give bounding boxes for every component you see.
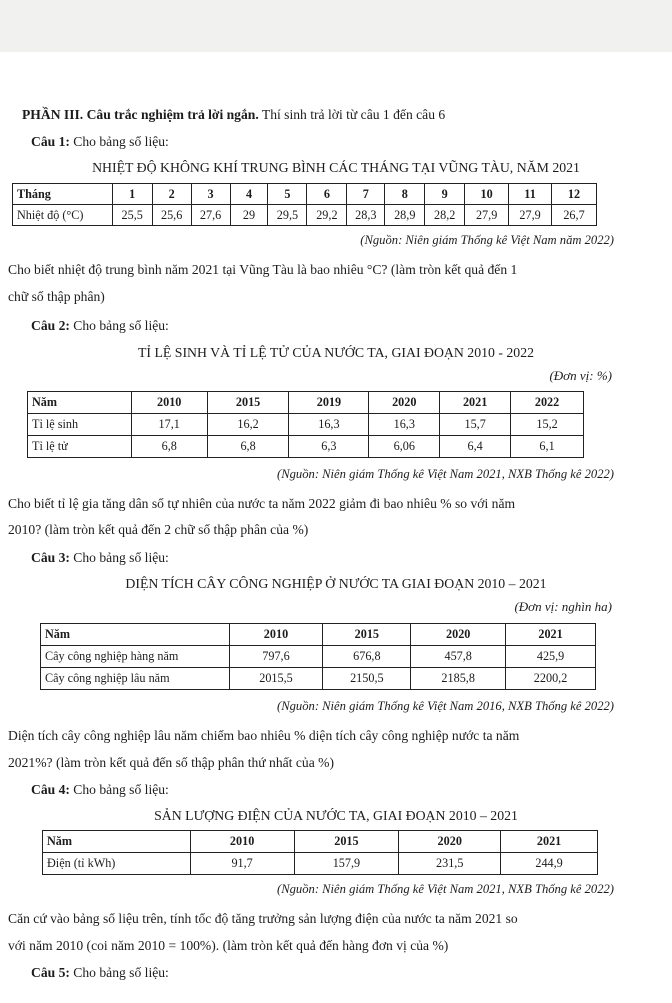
- table-cell: 2150,5: [323, 668, 411, 690]
- table-cell: 15,7: [440, 414, 511, 436]
- q2-question-line2: 2010? (làm tròn kết quả đến 2 chữ số thập phân của %): [8, 522, 309, 537]
- q2-prompt: Cho bảng số liệu:: [69, 318, 169, 333]
- table-header-cell: Tháng: [13, 184, 113, 205]
- q3-question-line1: Diện tích cây công nghiệp lâu năm chiếm bao nhiêu % diện tích cây công nghiệp nước ta năm: [8, 728, 520, 743]
- q3-table-title: DIỆN TÍCH CÂY CÔNG NGHIỆP Ở NƯỚC TA GIAI ĐOẠN 2010 – 2021: [125, 576, 547, 591]
- q4-source: (Nguồn: Niên giám Thống kê Việt Nam 2021, NXB Thống kê 2022): [277, 882, 614, 896]
- table-cell: 157,9: [294, 853, 399, 875]
- table-cell: Cây công nghiệp hàng năm: [41, 646, 230, 668]
- q5-prompt: Cho bảng số liệu:: [69, 965, 169, 980]
- table-header-cell: 2020: [369, 392, 440, 414]
- q4-table-title: SẢN LƯỢNG ĐIỆN CỦA NƯỚC TA, GIAI ĐOẠN 2010 – 2021: [154, 808, 518, 823]
- table-cell: 29,2: [307, 205, 347, 226]
- q1-source: (Nguồn: Niên giám Thống kê Việt Nam năm 2022): [360, 233, 614, 247]
- table-header-cell: Năm: [43, 831, 191, 853]
- table-header-cell: 2: [152, 184, 191, 205]
- table-header-cell: 2015: [323, 624, 411, 646]
- q5-intro: [31, 965, 169, 981]
- table-header-row: [28, 392, 584, 414]
- table-header-row: [41, 624, 596, 646]
- q1-prompt: Cho bảng số liệu:: [69, 134, 169, 149]
- q2-table-title: TỈ LỆ SINH VÀ TỈ LỆ TỬ CỦA NƯỚC TA, GIAI ĐOẠN 2010 - 2022: [138, 345, 534, 360]
- table-header-cell: 2021: [501, 831, 598, 853]
- table-row: [13, 205, 597, 226]
- table-cell: 28,3: [347, 205, 385, 226]
- table-cell: 27,9: [465, 205, 509, 226]
- table-cell: 244,9: [501, 853, 598, 875]
- q4-electricity-table: [42, 830, 598, 875]
- table-cell: 231,5: [399, 853, 501, 875]
- table-header-cell: 4: [230, 184, 268, 205]
- q4-question-line1: Căn cứ vào bảng số liệu trên, tính tốc độ tăng trưởng sản lượng điện của nước ta năm 2021 so: [8, 911, 518, 926]
- q4-prompt: Cho bảng số liệu:: [69, 782, 169, 797]
- table-header-cell: 2015: [207, 392, 289, 414]
- q2-question-line1: Cho biết tỉ lệ gia tăng dân số tự nhiên của nước ta năm 2022 giảm đi bao nhiêu % so với năm: [8, 496, 516, 511]
- table-cell: 6,8: [131, 436, 207, 458]
- table-header-cell: 2021: [506, 624, 596, 646]
- table-cell: 6,3: [289, 436, 369, 458]
- table-cell: 676,8: [323, 646, 411, 668]
- table-header-cell: 2010: [131, 392, 207, 414]
- table-cell: 2015,5: [229, 668, 323, 690]
- table-row: [43, 853, 598, 875]
- table-cell: Nhiệt độ (°C): [13, 205, 113, 226]
- table-cell: 25,6: [152, 205, 191, 226]
- q3-unit: (Đơn vị: nghìn ha): [514, 599, 612, 614]
- table-header-cell: 2022: [511, 392, 584, 414]
- q3-intro: [31, 550, 169, 566]
- table-cell: 457,8: [411, 646, 506, 668]
- table-header-row: [43, 831, 598, 853]
- q3-source: (Nguồn: Niên giám Thống kê Việt Nam 2016, NXB Thống kê 2022): [277, 699, 614, 713]
- table-cell: Cây công nghiệp lâu năm: [41, 668, 230, 690]
- table-cell: 2200,2: [506, 668, 596, 690]
- table-header-cell: 5: [268, 184, 307, 205]
- table-header-cell: 2010: [190, 831, 294, 853]
- q5-label: Câu 5:: [31, 965, 70, 980]
- table-cell: 29,5: [268, 205, 307, 226]
- table-cell: 28,2: [425, 205, 465, 226]
- table-cell: 425,9: [506, 646, 596, 668]
- table-header-cell: 2021: [440, 392, 511, 414]
- q1-question-line2: chữ số thập phân): [8, 289, 105, 304]
- table-header-cell: 2020: [399, 831, 501, 853]
- table-header-cell: 12: [552, 184, 597, 205]
- q3-industrial-crop-table: [40, 623, 596, 690]
- table-cell: 26,7: [552, 205, 597, 226]
- q1-question-line1: Cho biết nhiệt độ trung bình năm 2021 tại Vũng Tàu là bao nhiêu °C? (làm tròn kết quả đến 1: [8, 262, 518, 277]
- table-cell: Tỉ lệ sinh: [28, 414, 132, 436]
- table-header-cell: Năm: [28, 392, 132, 414]
- table-cell: Tỉ lệ tử: [28, 436, 132, 458]
- q1-temperature-table: [12, 183, 597, 226]
- q2-intro: [31, 318, 169, 334]
- table-header-cell: 8: [385, 184, 425, 205]
- table-header-cell: 2015: [294, 831, 399, 853]
- table-row: [41, 646, 596, 668]
- table-row: [28, 414, 584, 436]
- q3-question-line2: 2021%? (làm tròn kết quả đến số thập phân thứ nhất của %): [8, 755, 334, 770]
- table-cell: 15,2: [511, 414, 584, 436]
- table-cell: 25,5: [112, 205, 152, 226]
- part3-instruction: Thí sinh trả lời từ câu 1 đến câu 6: [258, 107, 446, 122]
- table-cell: 6,4: [440, 436, 511, 458]
- q4-question-line2: với năm 2010 (coi năm 2010 = 100%). (làm tròn kết quả đến hàng đơn vị của %): [8, 938, 449, 953]
- q2-birth-death-table: [27, 391, 584, 458]
- q4-intro: [31, 782, 169, 798]
- table-cell: 91,7: [190, 853, 294, 875]
- table-header-cell: 7: [347, 184, 385, 205]
- table-cell: 29: [230, 205, 268, 226]
- table-cell: 27,6: [191, 205, 230, 226]
- top-margin-band: [0, 0, 672, 52]
- table-cell: 797,6: [229, 646, 323, 668]
- q3-prompt: Cho bảng số liệu:: [69, 550, 169, 565]
- q1-label: Câu 1:: [31, 134, 70, 149]
- table-header-cell: 6: [307, 184, 347, 205]
- table-row: [28, 436, 584, 458]
- table-header-cell: 1: [112, 184, 152, 205]
- table-cell: 6,1: [511, 436, 584, 458]
- table-header-cell: 11: [509, 184, 552, 205]
- q2-source: (Nguồn: Niên giám Thống kê Việt Nam 2021, NXB Thống kê 2022): [277, 467, 614, 481]
- table-header-cell: 2020: [411, 624, 506, 646]
- q1-table-title: NHIỆT ĐỘ KHÔNG KHÍ TRUNG BÌNH CÁC THÁNG TẠI VŨNG TÀU, NĂM 2021: [92, 160, 580, 175]
- table-cell: 6,06: [369, 436, 440, 458]
- table-cell: 16,3: [369, 414, 440, 436]
- table-header-cell: 3: [191, 184, 230, 205]
- q2-label: Câu 2:: [31, 318, 70, 333]
- q2-unit: (Đơn vị: %): [549, 368, 612, 383]
- table-cell: 28,9: [385, 205, 425, 226]
- q3-label: Câu 3:: [31, 550, 70, 565]
- table-row: [41, 668, 596, 690]
- table-header-cell: 9: [425, 184, 465, 205]
- table-cell: 17,1: [131, 414, 207, 436]
- table-cell: 6,8: [207, 436, 289, 458]
- table-header-cell: 2019: [289, 392, 369, 414]
- table-header-cell: 10: [465, 184, 509, 205]
- table-header-row: [13, 184, 597, 205]
- table-cell: Điện (tỉ kWh): [43, 853, 191, 875]
- q1-intro: [31, 134, 169, 150]
- part3-heading-line: [22, 107, 445, 123]
- table-header-cell: Năm: [41, 624, 230, 646]
- table-cell: 2185,8: [411, 668, 506, 690]
- table-cell: 27,9: [509, 205, 552, 226]
- part3-heading: PHẦN III. Câu trắc nghiệm trả lời ngắn.: [22, 107, 259, 122]
- table-cell: 16,3: [289, 414, 369, 436]
- table-header-cell: 2010: [229, 624, 323, 646]
- q4-label: Câu 4:: [31, 782, 70, 797]
- table-cell: 16,2: [207, 414, 289, 436]
